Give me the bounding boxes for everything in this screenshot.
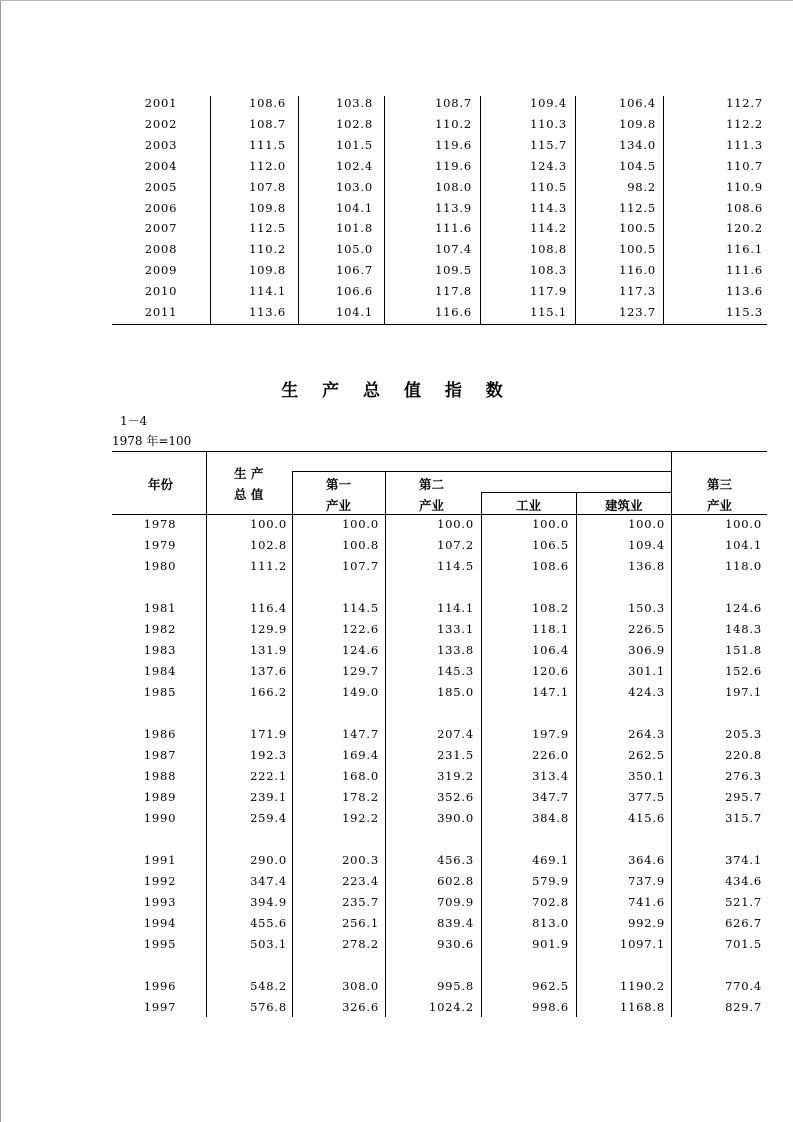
value-cell: 107.8	[249, 179, 286, 194]
header-construction: 建筑业	[605, 498, 643, 513]
value-cell: 112.0	[249, 158, 286, 173]
table-row	[112, 556, 767, 577]
table-row	[112, 871, 767, 892]
value-cell: 134.0	[619, 137, 656, 152]
value-cell: 109.4	[530, 96, 567, 110]
value-cell: 313.4	[532, 769, 569, 783]
header-industry: 工业	[516, 498, 542, 513]
value-cell: 109.4	[628, 538, 665, 552]
value-cell: 108.2	[532, 601, 569, 615]
value-cell: 114.2	[530, 221, 567, 236]
value-cell: 106.6	[336, 284, 373, 299]
value-cell: 123.7	[619, 305, 656, 319]
year-cell: 1994	[143, 916, 177, 930]
value-cell: 120.6	[532, 664, 569, 678]
value-cell: 223.4	[342, 874, 379, 888]
value-cell: 962.5	[532, 979, 569, 993]
table-row	[112, 514, 767, 535]
value-cell: 390.0	[437, 811, 474, 825]
value-cell: 169.4	[342, 748, 379, 762]
value-cell: 100.5	[619, 221, 656, 236]
year-cell: 2005	[144, 179, 178, 194]
value-cell: 168.0	[342, 769, 379, 783]
value-cell: 100.0	[250, 517, 287, 531]
year-cell: 2011	[144, 305, 178, 319]
header-gdp-line2: 总 值	[234, 487, 264, 502]
value-cell: 117.8	[435, 284, 472, 299]
value-cell: 109.5	[435, 263, 472, 278]
value-cell: 108.8	[530, 242, 567, 257]
value-cell: 115.7	[530, 137, 567, 152]
value-cell: 114.5	[342, 601, 379, 615]
value-cell: 1190.2	[619, 979, 665, 993]
table-top-rule	[112, 451, 767, 452]
year-cell: 1993	[143, 895, 177, 909]
year-cell: 1979	[143, 538, 177, 552]
value-cell: 709.9	[437, 895, 474, 909]
table-row	[112, 281, 767, 302]
value-cell: 109.8	[249, 263, 286, 278]
value-cell: 110.5	[530, 179, 567, 194]
value-cell: 145.3	[437, 664, 474, 678]
value-cell: 112.7	[726, 96, 763, 110]
year-cell: 1978	[143, 517, 177, 531]
value-cell: 150.3	[628, 601, 665, 615]
value-cell: 117.3	[619, 284, 656, 299]
table-bottom-rule	[112, 324, 767, 325]
year-cell: 1984	[143, 664, 177, 678]
value-cell: 116.4	[250, 601, 287, 615]
value-cell: 256.1	[342, 916, 379, 930]
value-cell: 124.3	[530, 158, 567, 173]
value-cell: 100.0	[725, 517, 762, 531]
value-cell: 1168.8	[619, 1000, 665, 1014]
value-cell: 119.6	[435, 158, 472, 173]
continuation-table	[112, 96, 767, 326]
value-cell: 1024.2	[428, 1000, 474, 1014]
value-cell: 133.8	[437, 643, 474, 657]
value-cell: 374.1	[725, 853, 762, 867]
year-cell: 1991	[143, 853, 177, 867]
value-cell: 424.3	[628, 685, 665, 699]
year-cell: 2003	[144, 137, 178, 152]
table-row	[112, 114, 767, 135]
header-tertiary-line2: 产业	[707, 498, 733, 513]
value-cell: 192.3	[250, 748, 287, 762]
value-cell: 108.6	[726, 200, 763, 215]
value-cell: 100.0	[532, 517, 569, 531]
value-cell: 105.0	[336, 242, 373, 257]
value-cell: 741.6	[628, 895, 665, 909]
value-cell: 259.4	[250, 811, 287, 825]
value-cell: 113.6	[726, 284, 763, 299]
year-cell: 2007	[144, 221, 178, 236]
table-row	[112, 177, 767, 198]
value-cell: 129.7	[342, 664, 379, 678]
table-row	[112, 640, 767, 661]
value-cell: 122.6	[342, 622, 379, 636]
value-cell: 262.5	[628, 748, 665, 762]
year-cell: 2008	[144, 242, 178, 257]
year-cell: 1985	[143, 685, 177, 699]
value-cell: 104.1	[336, 305, 373, 319]
value-cell: 521.7	[725, 895, 762, 909]
value-cell: 306.9	[628, 643, 665, 657]
value-cell: 200.3	[342, 853, 379, 867]
value-cell: 576.8	[250, 1000, 287, 1014]
value-cell: 107.4	[435, 242, 472, 257]
year-cell: 1981	[143, 601, 177, 615]
value-cell: 178.2	[342, 790, 379, 804]
value-cell: 455.6	[250, 916, 287, 930]
gdp-index-table	[112, 451, 767, 1021]
value-cell: 197.9	[532, 727, 569, 741]
value-cell: 147.1	[532, 685, 569, 699]
table-row	[112, 302, 767, 323]
value-cell: 166.2	[250, 685, 287, 699]
value-cell: 839.4	[437, 916, 474, 930]
year-cell: 2001	[144, 96, 178, 110]
table-row	[112, 766, 767, 787]
table-row	[112, 661, 767, 682]
value-cell: 129.9	[250, 622, 287, 636]
value-cell: 106.4	[619, 96, 656, 110]
year-cell: 1988	[143, 769, 177, 783]
value-cell: 701.5	[725, 937, 762, 951]
value-cell: 548.2	[250, 979, 287, 993]
value-cell: 137.6	[250, 664, 287, 678]
value-cell: 995.8	[437, 979, 474, 993]
value-cell: 108.6	[249, 96, 286, 110]
value-cell: 239.1	[250, 790, 287, 804]
value-cell: 120.2	[726, 221, 763, 236]
value-cell: 112.5	[249, 221, 286, 236]
value-cell: 108.7	[249, 116, 286, 131]
value-cell: 116.1	[726, 242, 763, 257]
value-cell: 101.5	[336, 137, 373, 152]
value-cell: 829.7	[725, 1000, 762, 1014]
year-cell: 1987	[143, 748, 177, 762]
header-primary-line2: 产业	[326, 498, 352, 513]
value-cell: 108.0	[435, 179, 472, 194]
value-cell: 118.0	[725, 559, 762, 573]
value-cell: 109.8	[619, 116, 656, 131]
table-row	[112, 997, 767, 1018]
value-cell: 114.1	[437, 601, 474, 615]
value-cell: 110.3	[530, 116, 567, 131]
value-cell: 319.2	[437, 769, 474, 783]
value-cell: 111.6	[435, 221, 472, 236]
value-cell: 102.4	[336, 158, 373, 173]
value-cell: 295.7	[725, 790, 762, 804]
value-cell: 930.6	[437, 937, 474, 951]
value-cell: 226.5	[628, 622, 665, 636]
header-primary-line1: 第一	[326, 477, 352, 492]
value-cell: 992.9	[628, 916, 665, 930]
value-cell: 222.1	[250, 769, 287, 783]
table-row	[112, 745, 767, 766]
value-cell: 1097.1	[619, 937, 665, 951]
value-cell: 235.7	[342, 895, 379, 909]
value-cell: 456.3	[437, 853, 474, 867]
value-cell: 384.8	[532, 811, 569, 825]
value-cell: 110.2	[249, 242, 286, 257]
value-cell: 415.6	[628, 811, 665, 825]
value-cell: 111.3	[726, 137, 763, 152]
section-title: 生 产 总 值 指 数	[281, 381, 512, 401]
value-cell: 308.0	[342, 979, 379, 993]
header-year: 年份	[148, 477, 174, 492]
value-cell: 112.5	[619, 200, 656, 215]
value-cell: 100.5	[619, 242, 656, 257]
table-row	[112, 976, 767, 997]
value-cell: 192.2	[342, 811, 379, 825]
value-cell: 111.5	[249, 137, 286, 152]
value-cell: 301.1	[628, 664, 665, 678]
value-cell: 124.6	[342, 643, 379, 657]
value-cell: 102.8	[250, 538, 287, 552]
year-cell: 2010	[144, 284, 178, 299]
year-cell: 2002	[144, 116, 178, 131]
header-gdp-line1: 生 产	[234, 466, 264, 481]
value-cell: 107.7	[342, 559, 379, 573]
value-cell: 110.7	[726, 158, 763, 173]
value-cell: 315.7	[725, 811, 762, 825]
value-cell: 626.7	[725, 916, 762, 930]
value-cell: 100.8	[342, 538, 379, 552]
table-row	[112, 934, 767, 955]
value-cell: 108.7	[435, 96, 472, 110]
value-cell: 998.6	[532, 1000, 569, 1014]
value-cell: 114.3	[530, 200, 567, 215]
page-edge-left	[0, 0, 1, 1122]
table-row	[112, 93, 767, 114]
value-cell: 98.2	[627, 179, 656, 194]
year-cell: 1990	[143, 811, 177, 825]
base-year-note: 1978 年=100	[112, 434, 192, 448]
value-cell: 136.8	[628, 559, 665, 573]
value-cell: 352.6	[437, 790, 474, 804]
value-cell: 117.9	[530, 284, 567, 299]
value-cell: 813.0	[532, 916, 569, 930]
year-cell: 1996	[143, 979, 177, 993]
value-cell: 119.6	[435, 137, 472, 152]
value-cell: 151.8	[725, 643, 762, 657]
value-cell: 347.4	[250, 874, 287, 888]
value-cell: 770.4	[725, 979, 762, 993]
value-cell: 104.5	[619, 158, 656, 173]
value-cell: 124.6	[725, 601, 762, 615]
table-row	[112, 682, 767, 703]
value-cell: 115.1	[530, 305, 567, 319]
table-row	[112, 135, 767, 156]
value-cell: 106.7	[336, 263, 373, 278]
value-cell: 113.9	[435, 200, 472, 215]
year-cell: 2009	[144, 263, 178, 278]
value-cell: 737.9	[628, 874, 665, 888]
value-cell: 364.6	[628, 853, 665, 867]
value-cell: 276.3	[725, 769, 762, 783]
value-cell: 112.2	[726, 116, 763, 131]
year-cell: 2004	[144, 158, 178, 173]
value-cell: 434.6	[725, 874, 762, 888]
value-cell: 110.9	[726, 179, 763, 194]
table-row	[112, 598, 767, 619]
value-cell: 100.0	[628, 517, 665, 531]
value-cell: 347.7	[532, 790, 569, 804]
table-row	[112, 198, 767, 219]
value-cell: 602.8	[437, 874, 474, 888]
value-cell: 108.6	[532, 559, 569, 573]
value-cell: 901.9	[532, 937, 569, 951]
value-cell: 110.2	[435, 116, 472, 131]
value-cell: 503.1	[250, 937, 287, 951]
value-cell: 104.1	[725, 538, 762, 552]
header-group-rule	[292, 471, 671, 472]
value-cell: 100.0	[342, 517, 379, 531]
header-tertiary-line1: 第三	[707, 477, 733, 492]
value-cell: 106.5	[532, 538, 569, 552]
value-cell: 111.6	[726, 263, 763, 278]
value-cell: 115.3	[726, 305, 763, 319]
year-cell: 1992	[143, 874, 177, 888]
table-row	[112, 913, 767, 934]
table-row	[112, 535, 767, 556]
value-cell: 116.6	[435, 305, 472, 319]
value-cell: 101.8	[336, 221, 373, 236]
year-cell: 1980	[143, 559, 177, 573]
table-row	[112, 892, 767, 913]
value-cell: 579.9	[532, 874, 569, 888]
value-cell: 220.8	[725, 748, 762, 762]
value-cell: 107.2	[437, 538, 474, 552]
year-cell: 1989	[143, 790, 177, 804]
year-cell: 1982	[143, 622, 177, 636]
value-cell: 290.0	[250, 853, 287, 867]
table-number: 1－4	[120, 414, 148, 428]
value-cell: 147.7	[342, 727, 379, 741]
value-cell: 350.1	[628, 769, 665, 783]
table-row	[112, 850, 767, 871]
value-cell: 113.6	[249, 305, 286, 319]
value-cell: 114.1	[249, 284, 286, 299]
value-cell: 114.5	[437, 559, 474, 573]
table-row	[112, 619, 767, 640]
page-edge-top	[0, 0, 793, 1]
table-row	[112, 724, 767, 745]
header-secondary-line1: 第二	[419, 477, 445, 492]
value-cell: 106.4	[532, 643, 569, 657]
table-row	[112, 156, 767, 177]
value-cell: 226.0	[532, 748, 569, 762]
value-cell: 264.3	[628, 727, 665, 741]
value-cell: 111.2	[250, 559, 287, 573]
value-cell: 207.4	[437, 727, 474, 741]
value-cell: 278.2	[342, 937, 379, 951]
year-cell: 1997	[143, 1000, 177, 1014]
header-secondary-line2: 产业	[419, 498, 445, 513]
table-row	[112, 808, 767, 829]
value-cell: 231.5	[437, 748, 474, 762]
year-cell: 1995	[143, 937, 177, 951]
value-cell: 133.1	[437, 622, 474, 636]
value-cell: 116.0	[619, 263, 656, 278]
value-cell: 205.3	[725, 727, 762, 741]
value-cell: 152.6	[725, 664, 762, 678]
table-row	[112, 239, 767, 260]
value-cell: 102.8	[336, 116, 373, 131]
value-cell: 377.5	[628, 790, 665, 804]
year-cell: 1986	[143, 727, 177, 741]
value-cell: 148.3	[725, 622, 762, 636]
value-cell: 171.9	[250, 727, 287, 741]
value-cell: 118.1	[532, 622, 569, 636]
value-cell: 103.8	[336, 96, 373, 110]
value-cell: 103.0	[336, 179, 373, 194]
value-cell: 109.8	[249, 200, 286, 215]
year-cell: 2006	[144, 200, 178, 215]
table-row	[112, 787, 767, 808]
value-cell: 185.0	[437, 685, 474, 699]
year-cell: 1983	[143, 643, 177, 657]
value-cell: 149.0	[342, 685, 379, 699]
value-cell: 131.9	[250, 643, 287, 657]
value-cell: 100.0	[437, 517, 474, 531]
value-cell: 108.3	[530, 263, 567, 278]
table-row	[112, 218, 767, 239]
value-cell: 326.6	[342, 1000, 379, 1014]
value-cell: 702.8	[532, 895, 569, 909]
value-cell: 197.1	[725, 685, 762, 699]
value-cell: 469.1	[532, 853, 569, 867]
value-cell: 104.1	[336, 200, 373, 215]
table-row	[112, 260, 767, 281]
value-cell: 394.9	[250, 895, 287, 909]
